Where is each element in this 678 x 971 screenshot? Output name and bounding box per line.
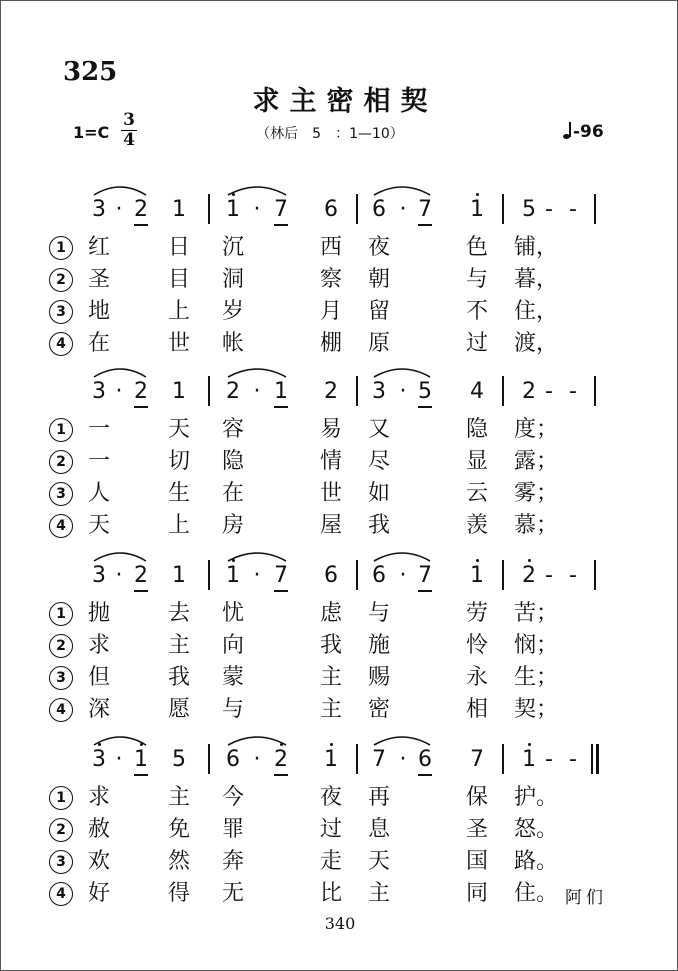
note: 7	[271, 197, 291, 223]
verse-number: 2	[49, 634, 73, 658]
lyric-syllable: 红	[87, 235, 110, 260]
lyric-syllable: 再	[367, 785, 390, 810]
lyric-line	[1, 879, 678, 911]
note: 1	[131, 747, 151, 773]
lyric-syllable: 今	[221, 785, 244, 810]
tempo-marking	[563, 121, 604, 142]
dotted-rhythm-dot: ·	[115, 563, 123, 588]
lyric-syllable: 主	[319, 665, 342, 690]
lyric-syllable: 我	[167, 665, 190, 690]
note: 5	[415, 379, 435, 405]
lyric-syllable: 目	[167, 267, 190, 292]
lyric-syllable: 色	[465, 235, 488, 260]
note: 7	[470, 747, 484, 772]
barline	[502, 744, 504, 774]
lyric-syllable: 与	[367, 601, 390, 626]
lyric-syllable: 人	[87, 481, 110, 506]
lyric-line	[1, 265, 678, 297]
note: 1	[519, 747, 539, 773]
lyric-syllable: 天	[367, 849, 390, 874]
lyric-syllable: 圣	[465, 817, 488, 842]
barline	[502, 194, 504, 224]
note: 1	[271, 379, 291, 405]
note: 6	[324, 197, 338, 222]
note: 1	[172, 563, 186, 588]
lyric-syllable: 屋	[319, 513, 342, 538]
slur	[93, 363, 147, 379]
verse-number: 4	[49, 332, 73, 356]
verse-number: 1	[49, 786, 73, 810]
lyric-syllable: 又	[367, 417, 390, 442]
verse-number: 3	[49, 300, 73, 324]
slur-curve	[228, 187, 286, 195]
lyric-syllable: 显	[465, 449, 488, 474]
barline	[208, 744, 210, 774]
slur-curve	[374, 187, 430, 195]
lyric-syllable: 朝	[367, 267, 390, 292]
verse-number: 1	[49, 602, 73, 626]
slur-curve	[374, 737, 430, 745]
note: 7	[372, 747, 386, 772]
lyric-syllable: 暮，	[514, 267, 559, 292]
quarter-note-icon	[563, 121, 573, 139]
lyric-syllable: 天	[87, 513, 110, 538]
lyric-syllable: 密	[367, 697, 390, 722]
note-extension-dash: -	[545, 563, 553, 588]
barline	[502, 376, 504, 406]
lyric-syllable: 住。	[514, 881, 559, 906]
lyric-syllable: 求	[87, 785, 110, 810]
lyric-syllable: 原	[367, 331, 390, 356]
lyric-syllable: 容	[221, 417, 244, 442]
slur-curve	[228, 553, 286, 561]
lyric-syllable: 度；	[514, 417, 559, 442]
lyric-syllable: 羡	[465, 513, 488, 538]
barline	[594, 376, 596, 406]
lyric-syllable: 察	[319, 267, 342, 292]
slur-curve	[94, 553, 146, 561]
lyric-line	[1, 663, 678, 695]
lyric-line	[1, 415, 678, 447]
lyric-syllable: 怜	[465, 633, 488, 658]
lyric-syllable: 地	[87, 299, 110, 324]
slur	[227, 363, 287, 379]
verse-number: 4	[49, 514, 73, 538]
note: 6	[372, 197, 386, 222]
lyric-syllable: 一	[87, 449, 110, 474]
lyric-syllable: 夜	[367, 235, 390, 260]
note-extension-dash: -	[545, 747, 553, 772]
note: 3	[89, 747, 109, 773]
dotted-rhythm-dot: ·	[253, 747, 261, 772]
lyric-syllable: 主	[167, 633, 190, 658]
lyric-syllable: 上	[167, 299, 190, 324]
lyric-syllable: 契；	[514, 697, 559, 722]
note-extension-dash: -	[569, 379, 577, 404]
lyric-syllable: 易	[319, 417, 342, 442]
dotted-rhythm-dot: ·	[115, 197, 123, 222]
slur	[373, 547, 431, 563]
time-signature-bottom: 4	[123, 130, 135, 150]
dotted-rhythm-dot: ·	[253, 197, 261, 222]
lyric-syllable: 向	[221, 633, 244, 658]
slur-curve	[94, 369, 146, 377]
slur-curve	[228, 369, 286, 377]
lyric-syllable: 生；	[514, 665, 559, 690]
lyric-syllable: 苦；	[514, 601, 559, 626]
note: 3	[92, 197, 106, 222]
slur	[93, 731, 147, 747]
lyric-syllable: 切	[167, 449, 190, 474]
tempo-value: -96	[573, 122, 604, 142]
lyric-syllable: 然	[167, 849, 190, 874]
note: 3	[372, 379, 386, 404]
lyric-syllable: 劳	[465, 601, 488, 626]
note: 1	[172, 379, 186, 404]
melody-line	[1, 181, 678, 227]
lyric-syllable: 护。	[514, 785, 559, 810]
lyric-syllable: 永	[465, 665, 488, 690]
lyric-syllable: 罪	[221, 817, 244, 842]
scripture-reference: （林后 5 ：1—10）	[256, 126, 404, 142]
note-extension-dash: -	[569, 747, 577, 772]
slur	[373, 363, 431, 379]
barline	[208, 560, 210, 590]
lyric-syllable: 过	[319, 817, 342, 842]
lyric-syllable: 隐	[221, 449, 244, 474]
slur	[93, 547, 147, 563]
note: 7	[415, 563, 435, 589]
dotted-rhythm-dot: ·	[115, 747, 123, 772]
verse-number: 2	[49, 450, 73, 474]
lyric-syllable: 虑	[319, 601, 342, 626]
note-extension-dash: -	[545, 379, 553, 404]
lyric-syllable: 保	[465, 785, 488, 810]
lyric-syllable: 在	[87, 331, 110, 356]
lyric-syllable: 世	[319, 481, 342, 506]
dotted-rhythm-dot: ·	[253, 563, 261, 588]
lyric-syllable: 路。	[514, 849, 559, 874]
lyric-syllable: 西	[319, 235, 342, 260]
lyric-syllable: 生	[167, 481, 190, 506]
slur	[227, 181, 287, 197]
lyric-line	[1, 511, 678, 543]
melody-line	[1, 363, 678, 409]
lyric-syllable: 留	[367, 299, 390, 324]
lyric-syllable: 主	[367, 881, 390, 906]
hymn-number: 325	[63, 57, 118, 87]
lyric-syllable: 深	[87, 697, 110, 722]
lyric-syllable: 无	[221, 881, 244, 906]
note: 1	[223, 197, 243, 223]
slur-curve	[374, 553, 430, 561]
barline	[356, 744, 358, 774]
lyric-syllable: 比	[319, 881, 342, 906]
dotted-rhythm-dot: ·	[253, 379, 261, 404]
slur-curve	[94, 737, 146, 745]
barline	[208, 194, 210, 224]
lyric-syllable: 日	[167, 235, 190, 260]
verse-number: 2	[49, 818, 73, 842]
slur-curve	[94, 187, 146, 195]
lyric-syllable: 同	[465, 881, 488, 906]
lyric-syllable: 月	[319, 299, 342, 324]
note: 1	[467, 563, 487, 589]
lyric-syllable: 隐	[465, 417, 488, 442]
verse-number: 3	[49, 666, 73, 690]
barline	[356, 376, 358, 406]
lyric-syllable: 去	[167, 601, 190, 626]
barline	[502, 560, 504, 590]
lyric-syllable: 忧	[221, 601, 244, 626]
lyric-syllable: 赦	[87, 817, 110, 842]
dotted-rhythm-dot: ·	[399, 747, 407, 772]
lyric-syllable: 露；	[514, 449, 559, 474]
lyric-line	[1, 847, 678, 879]
lyric-syllable: 世	[167, 331, 190, 356]
lyric-syllable: 情	[319, 449, 342, 474]
note-extension-dash: -	[545, 197, 553, 222]
lyric-line	[1, 695, 678, 727]
lyric-syllable: 赐	[367, 665, 390, 690]
melody-line	[1, 547, 678, 593]
note: 2	[522, 379, 536, 404]
lyric-syllable: 我	[367, 513, 390, 538]
lyric-line	[1, 447, 678, 479]
lyric-syllable: 沉	[221, 235, 244, 260]
key-signature: 1=C	[73, 123, 110, 142]
slur	[373, 181, 431, 197]
dotted-rhythm-dot: ·	[399, 563, 407, 588]
lyric-line	[1, 815, 678, 847]
lyric-syllable: 主	[319, 697, 342, 722]
lyric-syllable: 云	[465, 481, 488, 506]
lyric-syllable: 洞	[221, 267, 244, 292]
lyric-syllable: 国	[465, 849, 488, 874]
lyric-syllable: 雾；	[514, 481, 559, 506]
lyric-syllable: 抛	[87, 601, 110, 626]
slur-curve	[228, 737, 286, 745]
dotted-rhythm-dot: ·	[399, 379, 407, 404]
page-number: 340	[324, 914, 356, 933]
lyric-syllable: 蒙	[221, 665, 244, 690]
lyric-syllable: 铺，	[514, 235, 559, 260]
lyric-syllable: 岁	[221, 299, 244, 324]
lyric-line	[1, 329, 678, 361]
lyric-syllable: 尽	[367, 449, 390, 474]
lyric-syllable: 住，	[514, 299, 559, 324]
lyric-syllable: 慕；	[514, 513, 559, 538]
verse-number: 3	[49, 850, 73, 874]
hymn-title: 求主密相契	[252, 86, 438, 117]
lyric-syllable: 不	[465, 299, 488, 324]
note: 2	[271, 747, 291, 773]
lyric-syllable: 主	[167, 785, 190, 810]
lyric-syllable: 在	[221, 481, 244, 506]
lyric-syllable: 过	[465, 331, 488, 356]
slur	[227, 731, 287, 747]
note: 2	[226, 379, 240, 404]
lyric-syllable: 愿	[167, 697, 190, 722]
lyric-syllable: 帐	[221, 331, 244, 356]
note: 4	[470, 379, 484, 404]
slur	[373, 731, 431, 747]
lyric-line	[1, 297, 678, 329]
lyric-syllable: 奔	[221, 849, 244, 874]
lyric-line	[1, 599, 678, 631]
dotted-rhythm-dot: ·	[115, 379, 123, 404]
final-barline	[591, 744, 593, 774]
note: 5	[172, 747, 186, 772]
melody-line	[1, 731, 678, 777]
verse-number: 3	[49, 482, 73, 506]
note-extension-dash: -	[569, 563, 577, 588]
note: 7	[415, 197, 435, 223]
amen-text: 阿们	[565, 888, 607, 908]
verse-number: 1	[49, 236, 73, 260]
time-signature-top: 3	[123, 110, 135, 130]
lyric-line	[1, 631, 678, 663]
slur	[93, 181, 147, 197]
verse-number: 4	[49, 698, 73, 722]
barline	[594, 194, 596, 224]
dotted-rhythm-dot: ·	[399, 197, 407, 222]
barline	[208, 376, 210, 406]
lyric-syllable: 与	[221, 697, 244, 722]
lyric-syllable: 渡，	[514, 331, 559, 356]
verse-number: 2	[49, 268, 73, 292]
lyric-line	[1, 479, 678, 511]
note: 2	[519, 563, 539, 589]
lyric-syllable: 怒。	[514, 817, 559, 842]
lyric-syllable: 走	[319, 849, 342, 874]
slur	[227, 547, 287, 563]
lyric-syllable: 房	[221, 513, 244, 538]
note: 3	[92, 379, 106, 404]
verse-number: 4	[49, 882, 73, 906]
note: 1	[223, 563, 243, 589]
lyric-syllable: 施	[367, 633, 390, 658]
lyric-syllable: 求	[87, 633, 110, 658]
lyric-syllable: 欢	[87, 849, 110, 874]
barline	[356, 560, 358, 590]
lyric-syllable: 圣	[87, 267, 110, 292]
slur-curve	[374, 369, 430, 377]
note: 2	[324, 379, 338, 404]
note: 6	[415, 747, 435, 773]
verse-number: 1	[49, 418, 73, 442]
note: 1	[172, 197, 186, 222]
lyric-syllable: 但	[87, 665, 110, 690]
barline	[594, 560, 596, 590]
final-barline	[596, 744, 599, 774]
lyric-syllable: 我	[319, 633, 342, 658]
note: 2	[131, 563, 151, 589]
barline	[356, 194, 358, 224]
lyric-syllable: 与	[465, 267, 488, 292]
lyric-syllable: 相	[465, 697, 488, 722]
lyric-syllable: 得	[167, 881, 190, 906]
lyric-syllable: 好	[87, 881, 110, 906]
lyric-syllable: 息	[367, 817, 390, 842]
note: 6	[324, 563, 338, 588]
note: 3	[92, 563, 106, 588]
note: 6	[226, 747, 240, 772]
note: 2	[131, 197, 151, 223]
lyric-syllable: 上	[167, 513, 190, 538]
note: 5	[522, 197, 536, 222]
note: 1	[467, 197, 487, 223]
note-extension-dash: -	[569, 197, 577, 222]
note: 6	[372, 563, 386, 588]
note: 7	[271, 563, 291, 589]
lyric-syllable: 悯；	[514, 633, 559, 658]
lyric-line	[1, 783, 678, 815]
lyric-syllable: 夜	[319, 785, 342, 810]
lyric-syllable: 免	[167, 817, 190, 842]
note: 1	[321, 747, 341, 773]
lyric-line	[1, 233, 678, 265]
lyric-syllable: 如	[367, 481, 390, 506]
lyric-syllable: 一	[87, 417, 110, 442]
lyric-syllable: 棚	[319, 331, 342, 356]
lyric-syllable: 天	[167, 417, 190, 442]
note: 2	[131, 379, 151, 405]
